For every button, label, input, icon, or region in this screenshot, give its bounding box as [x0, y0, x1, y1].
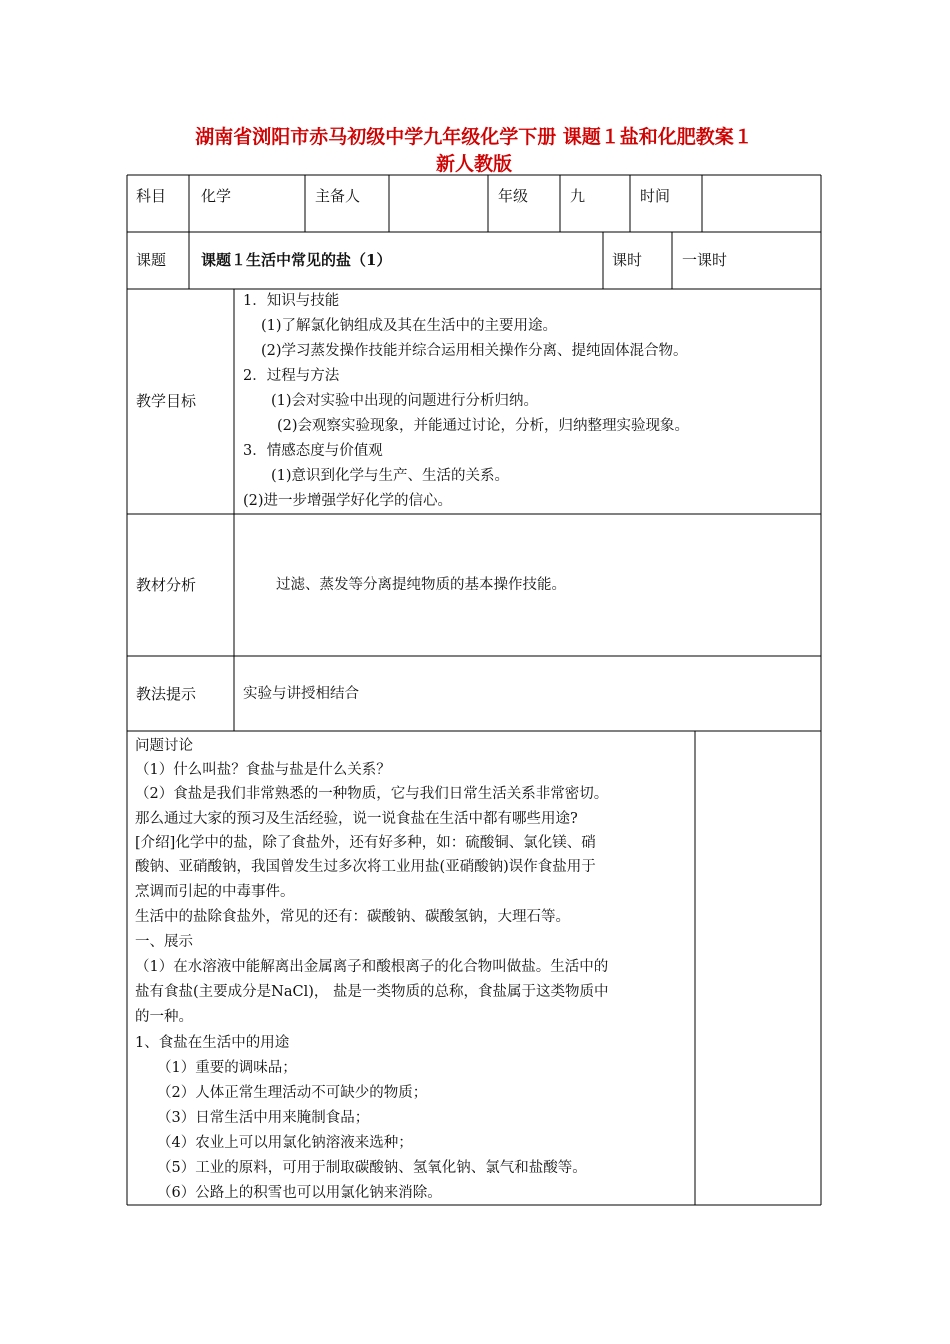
- body-line: 烹调而引起的中毒事件。: [135, 884, 295, 900]
- objective-line: (2)进一步增强学好化学的信心。: [243, 493, 453, 509]
- objective-line: (1)会对实验中出现的问题进行分析归纳。: [271, 393, 539, 409]
- analysis-label: 教材分析: [136, 576, 197, 594]
- body-line: 一、展示: [135, 934, 193, 950]
- title-line-2: 新人教版: [435, 153, 512, 175]
- objective-line: 3．情感态度与价值观: [243, 443, 383, 459]
- objective-line: (2)会观察实验现象，并能通过讨论，分析，归纳整理实验现象。: [277, 418, 690, 434]
- method-value: 实验与讲授相结合: [243, 686, 359, 702]
- body-line: 问题讨论: [135, 738, 193, 754]
- objective-line: (1)意识到化学与生产、生活的关系。: [271, 468, 510, 484]
- body-line: （1）在水溶液中能解离出金属离子和酸根离子的化合物叫做盐。生活中的: [135, 959, 609, 975]
- body-line: （1）什么叫盐？食盐与盐是什么关系？: [135, 762, 391, 778]
- grade-value: 九: [570, 187, 586, 205]
- subject-label: 科目: [136, 187, 167, 205]
- analysis-value: 过滤、蒸发等分离提纯物质的基本操作技能。: [276, 577, 566, 593]
- body-line: （6）公路上的积雪也可以用氯化钠来消除。: [157, 1185, 442, 1201]
- objective-line: (2)学习蒸发操作技能并综合运用相关操作分离、提纯固体混合物。: [261, 343, 688, 359]
- period-label: 课时: [612, 251, 643, 269]
- grade-label: 年级: [498, 187, 529, 205]
- period-value: 一课时: [682, 251, 728, 269]
- objectives-label: 教学目标: [136, 392, 197, 410]
- document-title: [127, 124, 821, 178]
- body-line: 1、食盐在生活中的用途: [135, 1035, 290, 1051]
- body-line: 的一种。: [135, 1009, 193, 1025]
- preparer-label: 主备人: [315, 187, 361, 205]
- objective-line: 2．过程与方法: [243, 368, 340, 384]
- body-line: 生活中的盐除食盐外，常见的还有：碳酸钠、碳酸氢钠，大理石等。: [135, 909, 570, 925]
- body-line: 酸钠、亚硝酸钠，我国曾发生过多次将工业用盐(亚硝酸钠)误作食盐用于: [135, 859, 596, 875]
- title-line-1: 湖南省浏阳市赤马初级中学九年级化学下册 课题１盐和化肥教案１: [195, 126, 753, 148]
- body-line: （4）农业上可以用氯化钠溶液来选种；: [157, 1135, 413, 1151]
- body-line: （2）食盐是我们非常熟悉的一种物质，它与我们日常生活关系非常密切。: [135, 786, 609, 802]
- objective-line: (1)了解氯化钠组成及其在生活中的主要用途。: [261, 318, 558, 334]
- body-line: （2）人体正常生理活动不可缺少的物质；: [157, 1085, 428, 1101]
- body-line: （1）重要的调味品；: [157, 1060, 297, 1076]
- method-label: 教法提示: [136, 685, 197, 703]
- body-line: [介绍]化学中的盐，除了食盐外，还有好多种，如：硫酸铜、氯化镁、硝: [135, 835, 596, 851]
- subject-value: 化学: [201, 187, 232, 205]
- body-line: （3）日常生活中用来腌制食品；: [157, 1110, 370, 1126]
- objective-line: 1．知识与技能: [243, 293, 340, 309]
- topic-value: 课题１生活中常见的盐（1）: [201, 251, 392, 269]
- topic-label: 课题: [136, 251, 167, 269]
- time-label: 时间: [640, 187, 671, 205]
- body-line: 盐有食盐(主要成分是NaCl)， 盐是一类物质的总称，食盐属于这类物质中: [135, 984, 609, 1000]
- body-line: （5）工业的原料，可用于制取碳酸钠、氢氧化钠、氯气和盐酸等。: [157, 1160, 587, 1176]
- body-line: 那么通过大家的预习及生活经验，说一说食盐在生活中都有哪些用途?: [135, 811, 578, 827]
